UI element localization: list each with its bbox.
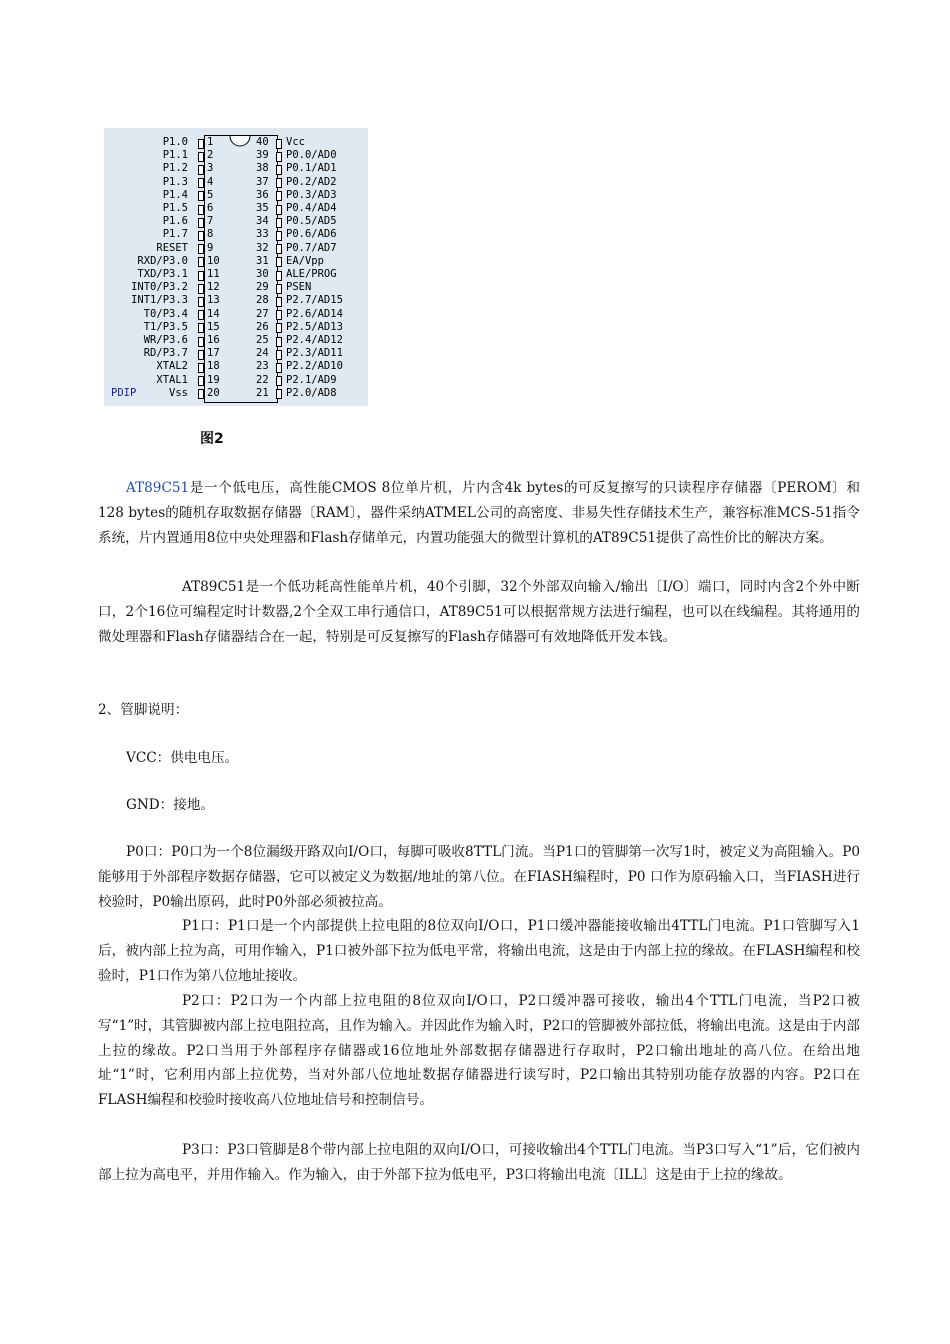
pin-pad	[276, 337, 282, 347]
pin-pad	[198, 205, 204, 215]
p1-paragraph: P1口：P1口是一个内部提供上拉电阻的8位双向I/O口，P1口缓冲器能接收输出4TTL门电流。P1口管脚写入1后，被内部上拉为高，可用作输入，P1口被外部下拉为低电平常，将输出电流，这是由于内部上拉的缘故。在FLASH编程和校验时，P1口作为第八位地址接收。	[98, 918, 860, 984]
pin-label-right: P2.1/AD9	[286, 373, 337, 386]
pin-pad	[276, 389, 282, 399]
pin-pad	[276, 152, 282, 162]
pin-number: 13	[207, 294, 220, 307]
pin-pad	[198, 244, 204, 254]
pin-number: 39	[256, 149, 269, 162]
pin-number: 40	[256, 136, 269, 148]
pin-number: 2	[207, 149, 214, 162]
pin-number: 18	[207, 360, 220, 373]
pin-number: 24	[256, 347, 269, 360]
pin-pad	[198, 297, 204, 307]
pin-label-right: PSEN	[286, 281, 312, 294]
pin-number: 3	[207, 162, 214, 175]
pin-number: 7	[207, 215, 214, 228]
vcc-paragraph: VCC：供电电压。	[126, 750, 239, 766]
section-heading: 2、管脚说明：	[98, 702, 189, 718]
pin-number: 10	[207, 254, 220, 267]
pin-pad	[276, 139, 282, 149]
gnd-paragraph: GND：接地。	[126, 797, 215, 813]
pin-number: 22	[256, 373, 269, 386]
pin-pad	[198, 152, 204, 162]
pin-pad	[276, 271, 282, 281]
pin-number: 33	[256, 228, 269, 241]
pin-number: 15	[207, 320, 220, 333]
pin-pad	[198, 257, 204, 267]
pin-number: 32	[256, 241, 269, 254]
pin-number: 16	[207, 334, 220, 346]
pin-pad	[198, 191, 204, 201]
pin-label-right: P0.5/AD5	[286, 215, 337, 228]
pin-pad	[198, 271, 204, 281]
pin-number: 38	[256, 162, 269, 175]
pin-label-left: P1.1	[162, 149, 188, 162]
pin-number: 5	[207, 188, 214, 201]
pinout-figure	[104, 128, 368, 406]
pin-number: 14	[207, 307, 220, 320]
pin-pad	[276, 376, 282, 386]
pin-label-left: TXD/P3.1	[137, 268, 188, 280]
pin-pad	[198, 284, 204, 294]
pin-label-left: XTAL1	[156, 373, 188, 386]
pin-pad	[198, 139, 204, 149]
pin-number: 28	[256, 294, 269, 307]
package-label: PDIP	[111, 387, 137, 399]
pin-number: 29	[256, 281, 269, 294]
pin-label-right: ALE/PROG	[286, 268, 337, 280]
pin-label-left: P1.6	[162, 215, 188, 228]
pin-number: 19	[207, 373, 220, 386]
pin-number: 25	[256, 334, 269, 346]
pin-label-right: P0.2/AD2	[286, 175, 337, 188]
pin-label-left: P1.2	[162, 162, 188, 175]
pin-label-right: P2.7/AD15	[286, 294, 343, 307]
pin-number: 12	[207, 281, 220, 294]
intro-text: 是一个低电压，高性能CMOS 8位单片机，片内含4k bytes的可反复擦写的只读程序存储器〔PEROM〕和128 bytes的随机存取数据存储器〔RAM〕，器件采纳ATMEL公司的高密度、非易失性存储技术生产，兼容标准MCS-51指令系统，片内置通用8位中央处理器和Flash存储单元，内置功能强大的微型计算机的AT89C51提供了高性价比的解决方案。	[98, 480, 860, 546]
pin-number: 26	[256, 320, 269, 333]
pin-number: 31	[256, 254, 269, 267]
pin-label-right: P0.3/AD3	[286, 188, 337, 201]
pin-pad	[276, 310, 282, 320]
pin-pad	[198, 337, 204, 347]
pin-pad	[198, 178, 204, 188]
pin-number: 1	[207, 136, 214, 148]
pin-number: 27	[256, 307, 269, 320]
pin-label-left: P1.7	[162, 228, 188, 241]
pin-number: 17	[207, 347, 220, 360]
pin-label-right: P2.3/AD11	[286, 347, 343, 360]
pin-pad	[276, 284, 282, 294]
pin-label-left: INT1/P3.3	[131, 294, 188, 307]
pin-label-right: P2.2/AD10	[286, 360, 343, 373]
pin-label-right: P2.4/AD12	[286, 334, 343, 346]
at89c51-link[interactable]: AT89C51	[126, 480, 190, 496]
pin-label-left: RESET	[156, 241, 188, 254]
pin-label-left: P1.5	[162, 202, 188, 214]
pin-number: 20	[207, 386, 220, 399]
pin-label-right: P0.6/AD6	[286, 228, 337, 241]
figure-caption: 图2	[200, 431, 224, 447]
pin-number: 35	[256, 202, 269, 214]
pin-label-right: P0.4/AD4	[286, 202, 337, 214]
pin-pad	[276, 297, 282, 307]
pin-pad	[198, 323, 204, 333]
pin-number: 8	[207, 228, 214, 241]
pin-number: 23	[256, 360, 269, 373]
pin-pad	[276, 257, 282, 267]
pin-pad	[276, 191, 282, 201]
pin-label-right: Vcc	[286, 136, 305, 148]
p3-paragraph: P3口：P3口管脚是8个带内部上拉电阻的双向I/O口，可接收输出4个TTL门电流。当P3口写入“1”后，它们被内部上拉为高电平，并用作输入。作为输入，由于外部下拉为低电平，P3口将输出电流〔ILL〕这是由于上拉的缘故。	[98, 1142, 860, 1183]
pin-number: 30	[256, 268, 269, 280]
pin-pad	[198, 350, 204, 360]
pin-label-left: Vss	[169, 386, 188, 399]
pin-label-left: P1.3	[162, 175, 188, 188]
pin-pad	[198, 231, 204, 241]
pin-pad	[198, 165, 204, 175]
pin-pad	[276, 178, 282, 188]
pin-label-right: P2.6/AD14	[286, 307, 343, 320]
pin-pad	[276, 363, 282, 373]
pin-label-left: INT0/P3.2	[131, 281, 188, 294]
pin-label-right: P0.0/AD0	[286, 149, 337, 162]
pin-label-left: RXD/P3.0	[137, 254, 188, 267]
pin-pad	[276, 218, 282, 228]
pin-number: 21	[256, 386, 269, 399]
pin-number: 36	[256, 188, 269, 201]
pin-number: 34	[256, 215, 269, 228]
pin-label-left: RD/P3.7	[143, 347, 188, 360]
pin-label-left: P1.0	[162, 136, 188, 148]
pin-number: 11	[207, 268, 220, 280]
pin-number: 4	[207, 175, 214, 188]
intro-paragraph-2: AT89C51是一个低功耗高性能单片机，40个引脚，32个外部双向输入/输出〔I/O〕端口，同时内含2个外中断口，2个16位可编程定时计数器,2个全双工串行通信口，AT89C51可以根据常规方法进行编程，也可以在线编程。其将通用的微处理器和Flash存储器结合在一起，特别是可反复擦写的Flash存储器可有效地降低开发本钱。	[98, 579, 860, 645]
pin-label-left: XTAL2	[156, 360, 188, 373]
pin-label-right: P2.0/AD8	[286, 386, 337, 399]
pin-pad	[276, 205, 282, 215]
pin-pad	[198, 310, 204, 320]
pin-pad	[276, 323, 282, 333]
pin-label-right: EA/Vpp	[286, 254, 324, 267]
pin-number: 9	[207, 241, 214, 254]
pin-pad	[198, 218, 204, 228]
pin-pad	[276, 350, 282, 360]
pin-label-left: P1.4	[162, 188, 188, 201]
pin-label-left: T0/P3.4	[143, 307, 188, 320]
p2-paragraph: P2口：P2口为一个内部上拉电阻的8位双向I/O口，P2口缓冲器可接收，输出4个TTL门电流，当P2口被写“1”时，其管脚被内部上拉电阻拉高，且作为输入。并因此作为输入时，P2口的管脚被外部拉低，将输出电流。这是由于内部上拉的缘故。P2口当用于外部程序存储器或16位地址外部数据存储器进行存取时，P2口输出地址的高八位。在给出地址“1”时，它利用内部上拉优势，当对外部八位地址数据存储器进行读写时，P2口输出其特别功能存放器的内容。P2口在FLASH编程和校验时接收高八位地址信号和控制信号。	[98, 993, 860, 1109]
pin-pad	[276, 244, 282, 254]
pin-pad	[198, 376, 204, 386]
pin-label-right: P0.7/AD7	[286, 241, 337, 254]
pin-pad	[198, 389, 204, 399]
pin-pad	[198, 363, 204, 373]
pin-number: 6	[207, 202, 214, 214]
pin-number: 37	[256, 175, 269, 188]
pin-label-left: WR/P3.6	[143, 334, 188, 346]
pin-pad	[276, 165, 282, 175]
pin-label-left: T1/P3.5	[143, 320, 188, 333]
pin-label-right: P2.5/AD13	[286, 320, 343, 333]
pin-pad	[276, 231, 282, 241]
intro-paragraph	[98, 476, 860, 550]
pin-label-right: P0.1/AD1	[286, 162, 337, 175]
p0-paragraph: P0口：P0口为一个8位漏级开路双向I/O口，每脚可吸收8TTL门流。当P1口的管脚第一次写1时，被定义为高阻输入。P0能够用于外部程序数据存储器，它可以被定义为数据/地址的第八位。在FIASH编程时，P0 口作为原码输入口，当FIASH进行校验时，P0输出原码，此时P0外部必须被拉高。	[98, 844, 860, 910]
